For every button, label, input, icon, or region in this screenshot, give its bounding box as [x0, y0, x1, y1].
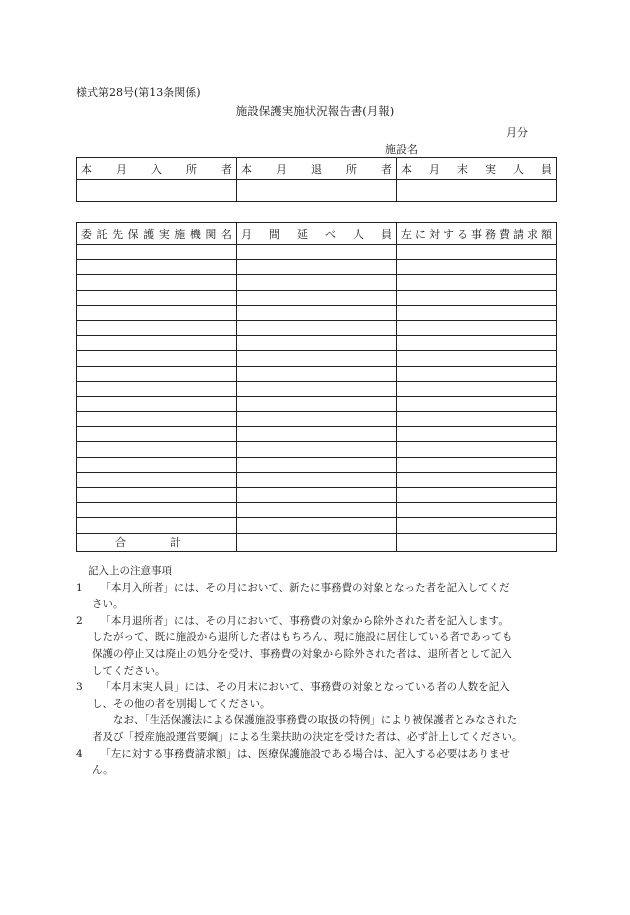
agency-name-cell[interactable]	[77, 427, 237, 442]
agency-name-cell[interactable]	[77, 457, 237, 472]
person-days-cell[interactable]	[237, 260, 397, 275]
header-char: 末	[457, 162, 468, 176]
header-char: 延	[297, 227, 308, 241]
claim-amount-cell[interactable]	[397, 351, 557, 366]
table-row	[77, 366, 557, 381]
table-row	[77, 320, 557, 335]
claim-amount-cell[interactable]	[397, 457, 557, 472]
header-char: 機	[189, 227, 201, 241]
claim-amount-cell[interactable]	[397, 396, 557, 411]
person-days-cell[interactable]	[237, 472, 397, 487]
claim-amount-cell[interactable]	[397, 488, 557, 503]
entrusting-agency-table	[76, 222, 557, 552]
table-row	[77, 518, 557, 533]
note-line: し、その他の者を別掲してください。	[92, 697, 271, 710]
person-days-cell[interactable]	[237, 320, 397, 335]
header-char: 月	[116, 162, 127, 176]
total-person-days-cell[interactable]	[237, 533, 397, 551]
agency-name-cell[interactable]	[77, 366, 237, 381]
header-char: 名	[220, 227, 232, 241]
agency-name-cell[interactable]	[77, 320, 237, 335]
person-days-cell[interactable]	[237, 503, 397, 518]
person-days-cell[interactable]	[237, 457, 397, 472]
month-end-count-cell[interactable]	[397, 180, 557, 202]
header-char: 費	[499, 227, 510, 241]
person-days-cell[interactable]	[237, 275, 397, 290]
claim-amount-cell[interactable]	[397, 320, 557, 335]
agency-name-cell[interactable]	[77, 488, 237, 503]
table-row	[77, 275, 557, 290]
form-number: 様式第28号(第13条関係)	[76, 86, 201, 99]
note-line: 「本月退所者」には、その月において、事務費の対象から除外された者を記入します。	[100, 614, 509, 627]
header-char: 月	[429, 162, 440, 176]
agency-name-cell[interactable]	[77, 245, 237, 260]
person-days-cell[interactable]	[237, 488, 397, 503]
header-char: 左	[401, 227, 412, 241]
agency-name-cell[interactable]	[77, 336, 237, 351]
header-char: す	[443, 227, 454, 241]
agency-name-cell[interactable]	[77, 351, 237, 366]
note-line: 「本月末実人員」には、その月末において、事務費の対象となっている者の人数を記入	[100, 681, 510, 694]
person-days-cell[interactable]	[237, 305, 397, 320]
claim-amount-cell[interactable]	[397, 427, 557, 442]
note-item	[76, 712, 561, 745]
header-char: 事	[471, 227, 482, 241]
header-char: 退	[311, 162, 322, 176]
note-number: 1	[76, 581, 83, 594]
person-days-cell[interactable]	[237, 336, 397, 351]
header-char: 本	[81, 162, 92, 176]
header-char: 月	[276, 162, 287, 176]
header-char: 所	[346, 162, 357, 176]
header-char: 者	[221, 162, 232, 176]
total-row	[77, 533, 557, 551]
note-line: 「左に対する事務費請求額」は、医療保護施設である場合は、記入する必要はありませ	[100, 747, 510, 760]
page-title: 施設保護実施状況報告書(月報)	[235, 104, 395, 118]
header-char: 関	[205, 227, 217, 241]
header-char: 人	[353, 227, 364, 241]
header-char: 入	[151, 162, 162, 176]
agency-name-cell[interactable]	[77, 503, 237, 518]
notes-heading: 記入上の注意事項	[88, 565, 172, 577]
table-row	[77, 336, 557, 351]
facility-name-label: 施設名	[385, 143, 418, 156]
table-row	[77, 290, 557, 305]
header-char: 委	[81, 227, 92, 241]
header-char: 先	[112, 227, 124, 241]
header-month-end-count	[397, 158, 557, 180]
header-char: 合	[115, 536, 126, 550]
header-char: る	[457, 227, 468, 241]
person-days-cell[interactable]	[237, 245, 397, 260]
claim-amount-cell[interactable]	[397, 305, 557, 320]
header-char: 請	[513, 227, 524, 241]
header-char: 託	[96, 227, 108, 241]
note-number: 4	[76, 747, 83, 760]
table-row	[77, 305, 557, 320]
claim-amount-cell[interactable]	[397, 245, 557, 260]
header-char: 務	[485, 227, 496, 241]
person-days-cell[interactable]	[237, 518, 397, 533]
header-char: 者	[381, 162, 392, 176]
person-days-cell[interactable]	[237, 290, 397, 305]
claim-amount-cell[interactable]	[397, 275, 557, 290]
agency-name-cell[interactable]	[77, 442, 237, 457]
claim-amount-cell[interactable]	[397, 290, 557, 305]
note-line: 「本月入所者」には、その月において、新たに事務費の対象となった者を記入してくだ	[100, 581, 510, 594]
claim-amount-cell[interactable]	[397, 442, 557, 457]
header-char: 求	[527, 227, 538, 241]
person-days-cell[interactable]	[237, 366, 397, 381]
header-char: 護	[143, 227, 155, 241]
monthly-count-table	[76, 157, 557, 202]
note-number: 2	[76, 614, 83, 627]
table-row	[77, 260, 557, 275]
claim-amount-cell[interactable]	[397, 260, 557, 275]
agency-name-cell[interactable]	[77, 518, 237, 533]
note-line: 保護の停止又は廃止の処分を受け、事務費の対象から除外された者は、退所者として記入	[92, 647, 512, 660]
header-char: 対	[429, 227, 440, 241]
person-days-cell[interactable]	[237, 396, 397, 411]
claim-amount-cell[interactable]	[397, 366, 557, 381]
table-row	[77, 427, 557, 442]
note-item	[76, 580, 561, 613]
note-item	[76, 613, 561, 679]
table-row	[77, 442, 557, 457]
note-item	[76, 746, 561, 779]
agency-name-cell[interactable]	[77, 472, 237, 487]
header-char: 実	[485, 162, 496, 176]
header-char: 額	[541, 227, 552, 241]
agency-name-cell[interactable]	[77, 260, 237, 275]
total-claim-amount-cell[interactable]	[397, 533, 557, 551]
table-row	[77, 457, 557, 472]
note-line: さい。	[92, 598, 124, 611]
agency-name-cell[interactable]	[77, 381, 237, 396]
header-char: 月	[241, 227, 252, 241]
agency-name-cell[interactable]	[77, 275, 237, 290]
person-days-cell[interactable]	[237, 381, 397, 396]
header-char: 間	[269, 227, 280, 241]
agency-name-cell[interactable]	[77, 412, 237, 427]
header-char: べ	[325, 227, 336, 241]
person-days-cell[interactable]	[237, 412, 397, 427]
table-row	[77, 412, 557, 427]
note-line: してください。	[92, 664, 166, 677]
table-row	[77, 472, 557, 487]
person-days-cell[interactable]	[237, 351, 397, 366]
note-line: 者及び「授産施設運営要綱」による生業扶助の決定を受けた者は、必ず計上してください。	[92, 730, 523, 743]
header-char: 施	[174, 227, 186, 241]
header-claim-amount	[397, 223, 557, 245]
claim-amount-cell[interactable]	[397, 472, 557, 487]
agency-name-cell[interactable]	[77, 305, 237, 320]
table-row	[77, 381, 557, 396]
header-char: 実	[158, 227, 170, 241]
note-item	[76, 679, 561, 712]
header-char: に	[415, 227, 426, 241]
header-char: 本	[241, 162, 252, 176]
claim-amount-cell[interactable]	[397, 412, 557, 427]
claim-amount-cell[interactable]	[397, 503, 557, 518]
header-discharges	[237, 158, 397, 180]
header-char: 人	[513, 162, 524, 176]
total-label-cell	[77, 533, 237, 551]
header-char: 計	[170, 536, 181, 550]
agency-name-cell[interactable]	[77, 396, 237, 411]
claim-amount-cell[interactable]	[397, 518, 557, 533]
header-char: 保	[127, 227, 139, 241]
claim-amount-cell[interactable]	[397, 336, 557, 351]
month-label: 月分	[506, 126, 528, 139]
note-line: なお、「生活保護法による保護施設事務費の取扱の特例」により被保護者とみなされた	[113, 714, 518, 727]
person-days-cell[interactable]	[237, 427, 397, 442]
claim-amount-cell[interactable]	[397, 381, 557, 396]
person-days-cell[interactable]	[237, 442, 397, 457]
note-line: したがって、既に施設から退所した者はもちろん、現に施設に居住している者であっても	[92, 631, 513, 644]
table-row	[77, 488, 557, 503]
header-char: 所	[186, 162, 197, 176]
table-row	[77, 503, 557, 518]
note-line: ん。	[92, 764, 114, 777]
new-admissions-cell[interactable]	[77, 180, 237, 202]
header-char: 員	[381, 227, 392, 241]
header-char: 員	[541, 162, 552, 176]
note-number: 3	[76, 681, 83, 694]
header-char: 本	[401, 162, 412, 176]
header-person-days	[237, 223, 397, 245]
table-row	[77, 396, 557, 411]
notes-section	[76, 563, 561, 779]
header-agency-name	[77, 223, 237, 245]
discharges-cell[interactable]	[237, 180, 397, 202]
table-row	[77, 245, 557, 260]
header-new-admissions	[77, 158, 237, 180]
table-row	[77, 351, 557, 366]
agency-name-cell[interactable]	[77, 290, 237, 305]
